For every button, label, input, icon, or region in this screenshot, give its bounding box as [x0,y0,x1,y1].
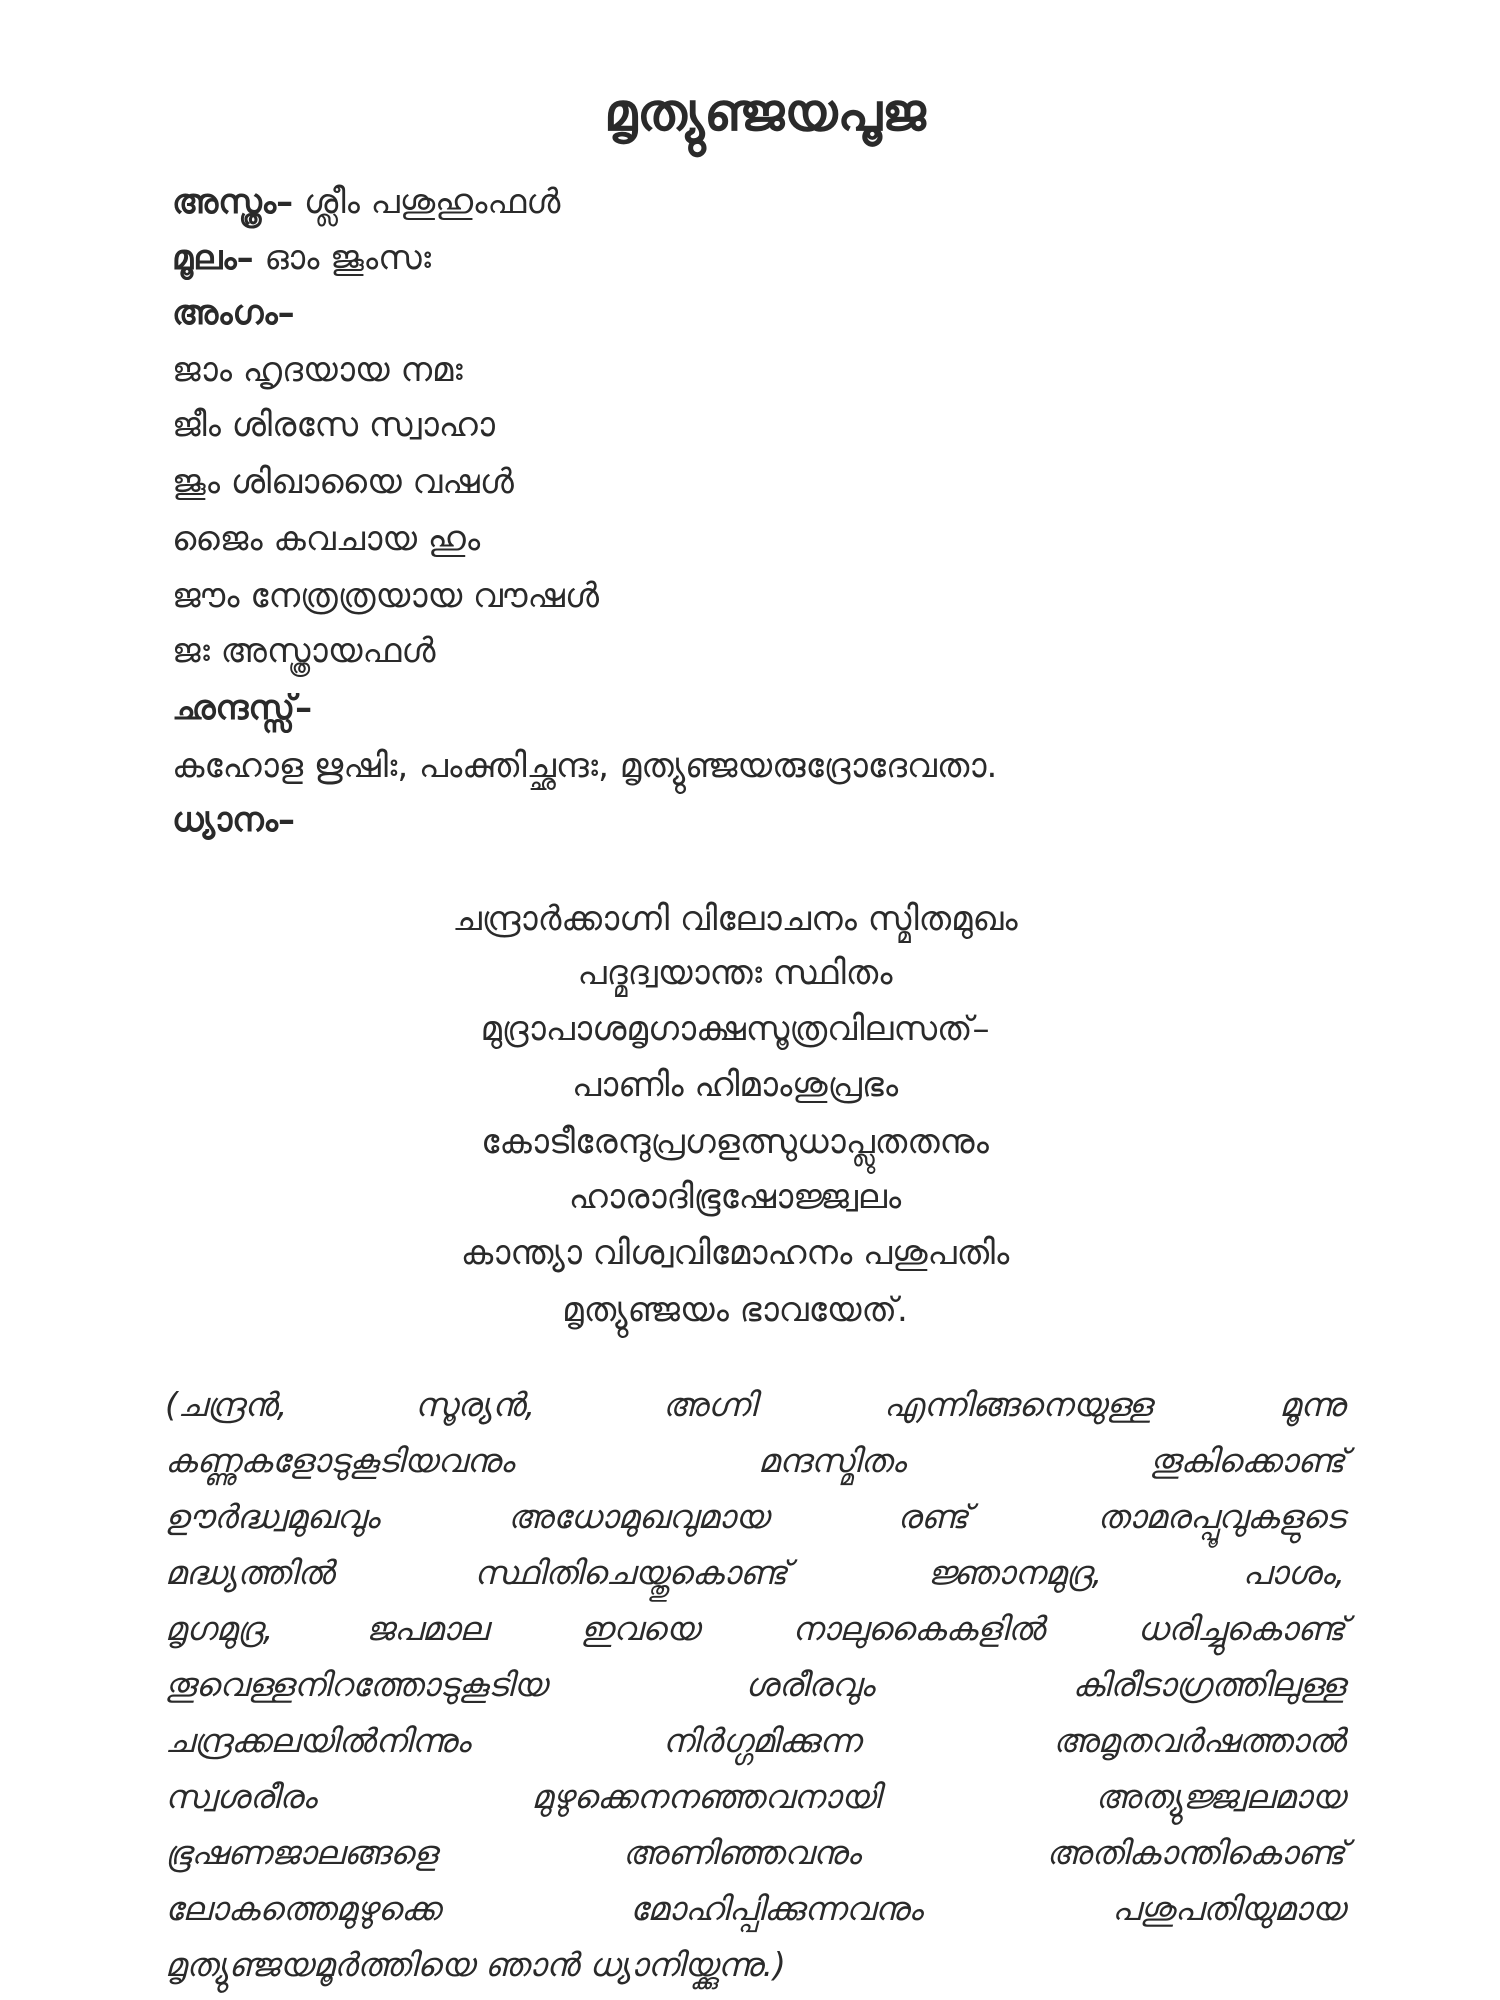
section-text: ഓം ജൂംസഃ [253,238,431,278]
verse-line: മൃത്യുഞ്ജയം ഭാവയേത്. [562,1290,908,1330]
page-title: മൃത്യുഞ്ജയപൂജ [604,83,926,143]
anga-line: ജാം ഹൃദയായ നമഃ [172,350,463,390]
dhyanam-label [172,795,295,845]
verse-line: കോടീരേന്ദുപ്രഗളത്സുധാപ്ലുതതനും [481,1122,989,1162]
section-text: ശ്ലീം പശുഹുംഫൾ [293,182,561,222]
section-label: ഛന്ദസ്സ്– [172,688,313,728]
meaning-line: മദ്ധ്യത്തിൽ സ്ഥിതിചെയ്തുകൊണ്ട് ജ്ഞാനമുദ്ര, പാശം, [165,1553,1345,1592]
meaning-line: മൃഗമുദ്ര, ജപമാല ഇവയെ നാലുകൈകളിൽ ധരിച്ചുകൊണ്ട് [165,1609,1345,1648]
anga-line: ജഃ അസ്ത്രായഫൾ [172,631,436,671]
section-label: അസ്ത്രം– [172,182,294,222]
verse-line: പാണിം ഹിമാംശുപ്രഭം [571,1065,899,1105]
chandas-text: കഹോള ഋഷിഃ, പംക്തിച്ഛന്ദഃ, മൃത്യുഞ്ജയരുദ്രോദേവതാ. [172,746,998,786]
section-label: അംഗം– [172,293,295,333]
anga-line: ജൈം കവചായ ഹും [172,519,481,559]
verse-line: ചന്ദ്രാർക്കാഗ്നി വിലോചനം സ്മിതമുഖം [452,899,1018,939]
section-label: മൂലം– [172,238,254,278]
meaning-line: മൃത്യുഞ്ജയമൂർത്തിയെ ഞാൻ ധ്യാനിയ്ക്കുന്നു.) [165,1945,786,1984]
meaning-line: ചന്ദ്രക്കലയിൽനിന്നും നിർഗ്ഗമിക്കുന്ന അമൃതവർഷത്താൽ [165,1721,1345,1760]
meaning-line: കണ്ണുകളോടുകൂടിയവനും മന്ദസ്മിതം തൂകിക്കൊണ്ട് [165,1441,1345,1480]
astram-line [172,177,560,227]
verse-line: കാന്ത്യാ വിശ്വവിമോഹനം പശുപതിം [460,1233,1010,1273]
anga-line: ജൗം നേത്രത്രയായ വൗഷൾ [172,576,599,616]
meaning-line: സ്വശരീരം മുഴുക്കെനനഞ്ഞവനായി അത്യുജ്ജ്വലമായ [165,1777,1345,1816]
anga-line: ജീം ശിരസേ സ്വാഹാ [172,405,495,445]
meaning-line: ലോകത്തെമുഴുക്കെ മോഹിപ്പിക്കുന്നവനും പശുപതിയുമായ [165,1889,1345,1928]
moolam-line [172,233,431,283]
anga-line: ജൂം ശിഖായൈ വഷൾ [172,462,514,502]
angam-line [172,288,295,338]
meaning-line: ഭൂഷണജാലങ്ങളെ അണിഞ്ഞവനും അതികാന്തികൊണ്ട് [165,1833,1345,1872]
section-label: ധ്യാനം– [172,800,295,840]
verse-line: പദ്മദ്വയാന്തഃ സ്ഥിതം [577,953,893,993]
chandas-label [172,683,312,733]
meaning-line: ഊർദ്ധ്വമുഖവും അധോമുഖവുമായ രണ്ട് താമരപ്പൂവുകളുടെ [165,1497,1345,1536]
meaning-line: (ചന്ദ്രൻ, സൂര്യൻ, അഗ്നി എന്നിങ്ങനെയുള്ള മൂന്നു [165,1385,1345,1424]
verse-line: ഹാരാദിഭൂഷോജ്ജ്വലം [568,1177,902,1217]
meaning-line: തൂവെള്ളനിറത്തോടുകൂടിയ ശരീരവും കിരീടാഗ്രത്തിലുള്ള [165,1665,1345,1704]
verse-line: മുദ്രാപാശമൃഗാക്ഷസൂത്രവിലസത്– [480,1009,990,1049]
